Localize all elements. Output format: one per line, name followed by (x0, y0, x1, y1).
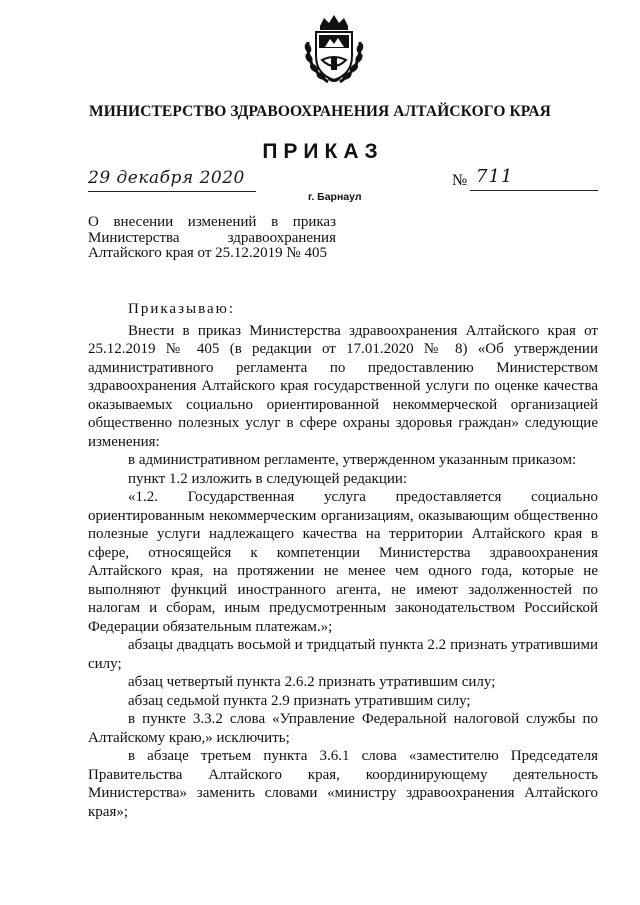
body-paragraph: пункт 1.2 изложить в следующей редакции: (128, 470, 408, 487)
body-paragraph: в абзаце третьем пункта 3.6.1 слова «заместителю Председателя Правительства Алтайского края, координирующему деятельность Министерства» заменить словами «министру здравоохранения Алтайского края»; (88, 748, 598, 820)
document-body (88, 300, 598, 821)
body-paragraph: абзацы двадцать восьмой и тридцатый пункта 2.2 признать утратившими силу; (88, 637, 598, 672)
ministry-name: МИНИСТЕРСТВО ЗДРАВООХРАНЕНИЯ АЛТАЙСКОГО КРАЯ (89, 103, 551, 120)
body-paragraph: в пункте 3.3.2 слова «Управление Федеральной налоговой службы по Алтайскому краю,» исключить; (88, 711, 598, 746)
date-underline (88, 190, 256, 192)
subject-line: Алтайского края от 25.12.2019 № 405 (88, 245, 327, 261)
body-paragraph: абзац четвертый пункта 2.6.2 признать утратившим силу; (128, 674, 496, 690)
subject-block (88, 215, 336, 262)
handwritten-number: 711 (476, 166, 514, 187)
coat-of-arms-emblem-icon (298, 12, 370, 88)
number-label: № (452, 172, 468, 189)
body-paragraph: Внести в приказ Министерства здравоохранения Алтайского края от 25.12.2019 № 405 (в редакции от 17.01.2020 № 8) «Об утверждении административного регламента по предоставлению Министерством здравоохранения Алтайского края государственной услуги по оценке качества оказываемых социально ориентированной некоммерческой организацией общественно полезных услуг в сфере охраны здоровья граждан» следующие изменения: (88, 322, 598, 450)
handwritten-date: 29 декабря 2020 (88, 168, 245, 188)
body-paragraph: в административном регламенте, утвержденном указанным приказом: (128, 452, 577, 468)
subject-line: О внесении изменений в приказ (88, 214, 336, 230)
number-underline (470, 189, 598, 191)
document-title: ПРИКАЗ (262, 140, 384, 163)
city-label: г. Барнаул (308, 191, 362, 203)
body-paragraph: абзац седьмой пункта 2.9 признать утратившим силу; (128, 692, 471, 709)
decree-word: Приказываю: (128, 301, 235, 317)
body-paragraph: «1.2. Государственная услуга предоставляется социально ориентированным некоммерческим организациям, оказывающим общественно полезные услуги надлежащего качества на территории Алтайского края в сфере, относящейся к компетенции Министерства здравоохранения Алтайского края, на протяжении не менее чем одного года, которые не выполняют функций иностранного агента, не имеют задолженностей по налогам и сборам, иным предусмотренным законодательством Российской Федерации обязательным платежам.»; (88, 489, 598, 635)
subject-line: Министерства здравоохранения (88, 229, 336, 246)
